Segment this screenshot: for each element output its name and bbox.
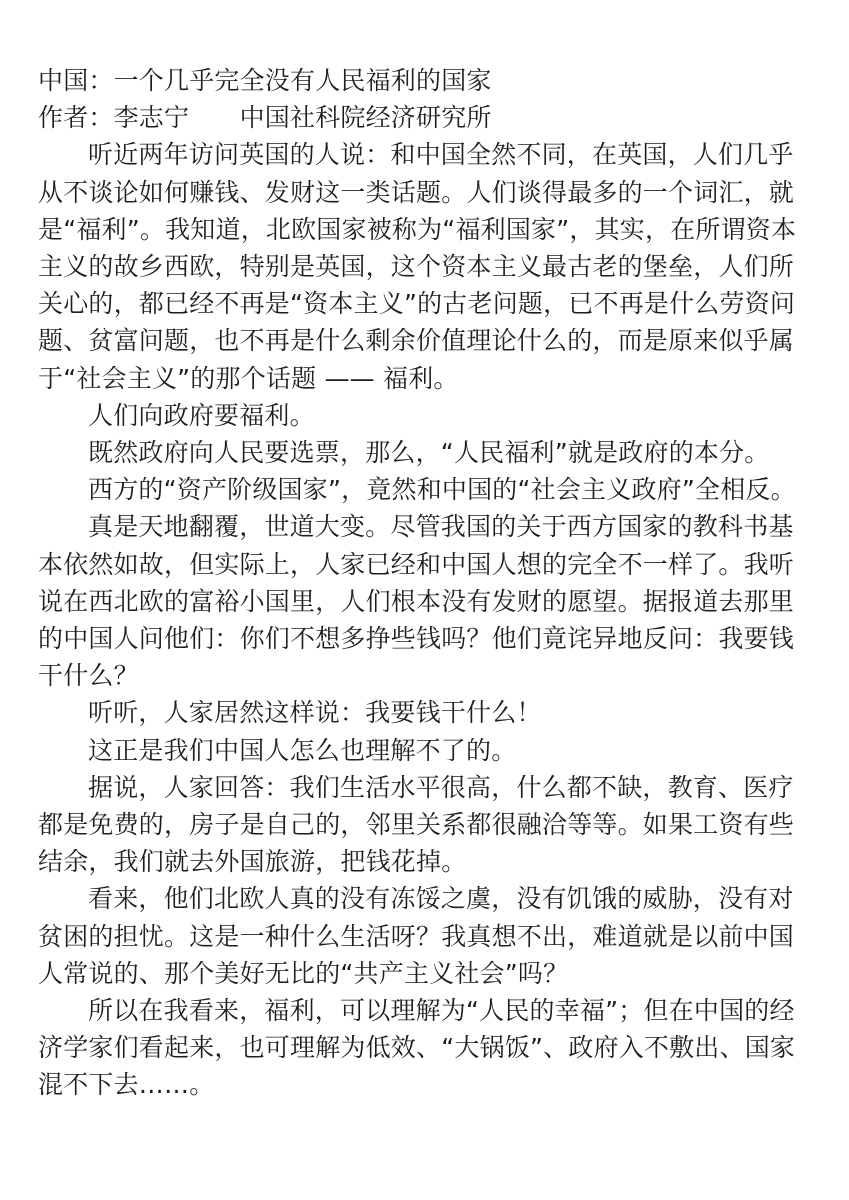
article-author: 作者：李志宁 中国社科院经济研究所 xyxy=(38,103,492,133)
article xyxy=(38,62,816,1104)
paragraph-8: 据说，人家回答：我们生活水平很高，什么都不缺，教育、医疗都是免费的，房子是自己的，邻里关系都很融洽等等。如果工资有些结余，我们就去外国旅游，把钱花掉。 xyxy=(38,772,795,877)
paragraph-4: 西方的“资产阶级国家”，竟然和中国的“社会主义政府”全相反。 xyxy=(88,475,796,505)
article-title: 中国：一个几乎完全没有人民福利的国家 xyxy=(38,66,492,95)
paragraph-2: 人们向政府要福利。 xyxy=(88,400,315,430)
paragraph-5: 真是天地翻覆，世道大变。尽管我国的关于西方国家的教科书基本依然如故，但实际上，人家已经和中国人想的完全不一样了。我听说在西北欧的富裕小国里，人们根本没有发财的愿望。据报道去那里的中国人问他们：你们不想多挣些钱吗？他们竟诧异地反问：我要钱干什么？ xyxy=(38,512,795,691)
paragraph-10: 所以在我看来，福利，可以理解为“人民的幸福”；但在中国的经济学家们看起来，也可理解为低效、“大锅饭”、政府入不敷出、国家混不下去……。 xyxy=(38,996,796,1100)
paragraph-7: 这正是我们中国人怎么也理解不了的。 xyxy=(88,735,517,765)
paragraph-1: 听近两年访问英国的人说：和中国全然不同，在英国，人们几乎从不谈论如何赚钱、发财这一类话题。人们谈得最多的一个词汇，就是“福利”。我知道，北欧国家被称为“福利国家”，其实，在所谓资本主义的故乡西欧，特别是英国，这个资本主义最古老的堡垒，人们所关心的，都已经不再是“资本主义”的古老问题，已不再是什么劳资问题、贫富问题，也不再是什么剩余价值理论什么的，而是原来似乎属于“社会主义”的那个话题 —— 福利。 xyxy=(38,140,797,393)
paragraph-9: 看来，他们北欧人真的没有冻馁之虞，没有饥饿的威胁，没有对贫困的担忧。这是一种什么生活呀？我真想不出，难道就是以前中国人常说的、那个美好无比的“共产主义社会”吗？ xyxy=(38,884,795,988)
paragraph-6: 听听，人家居然这样说：我要钱干什么！ xyxy=(88,698,542,728)
paragraph-3: 既然政府向人民要选票，那么，“人民福利”就是政府的本分。 xyxy=(88,438,770,468)
